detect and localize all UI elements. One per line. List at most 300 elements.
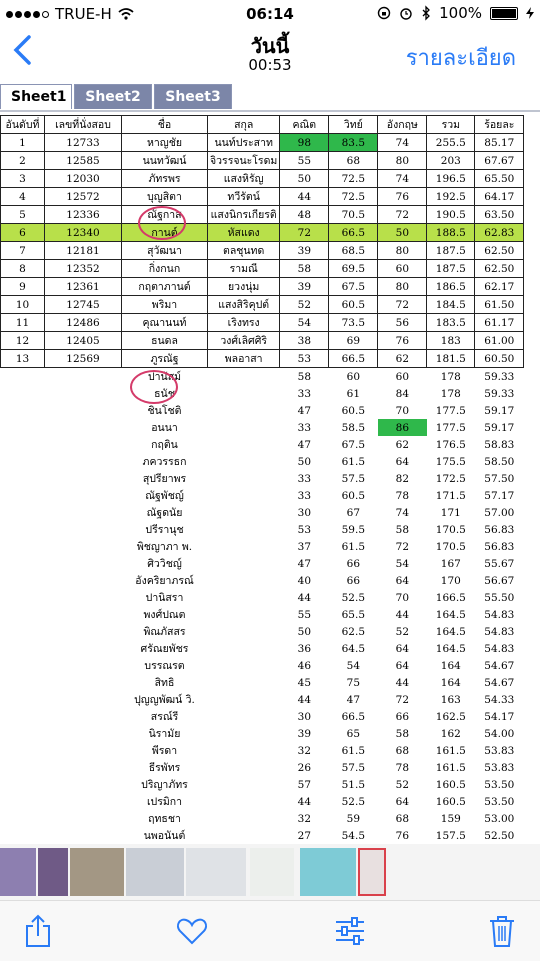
table-cell: 164.5 xyxy=(435,625,466,638)
table-cell: 54 xyxy=(346,659,361,672)
table-cell xyxy=(1,419,45,436)
table-cell: 54.83 xyxy=(484,608,515,621)
table-cell xyxy=(208,419,280,436)
table-cell: 170 xyxy=(440,574,461,587)
table-cell: ปุญญพัฒน์ วิ. xyxy=(134,694,195,706)
table-cell: 54.17 xyxy=(484,710,515,723)
table-cell: 9 xyxy=(1,278,45,296)
table-cell: 70 xyxy=(395,404,410,417)
table-cell: 55.50 xyxy=(484,591,515,604)
table-cell xyxy=(208,793,280,810)
table-cell: กานต์ xyxy=(122,224,208,242)
table-cell xyxy=(45,538,122,555)
table-cell: 62 xyxy=(378,350,427,368)
table-cell: นพอนันต์ xyxy=(143,830,186,842)
table-cell: 66 xyxy=(395,710,410,723)
header-cell: สกุล xyxy=(208,116,280,134)
thumbnail[interactable] xyxy=(126,848,184,896)
table-row xyxy=(1,224,524,242)
orientation-lock-icon xyxy=(377,6,391,20)
table-cell: 60.5 xyxy=(341,404,366,417)
table-cell xyxy=(1,385,45,402)
table-cell: 62.17 xyxy=(475,278,524,296)
table-cell: 171 xyxy=(440,506,461,519)
table-cell: 39 xyxy=(280,278,329,296)
table-cell: 64 xyxy=(395,659,410,672)
detail-button[interactable]: รายละเอียด xyxy=(405,46,516,71)
table-cell: 68 xyxy=(329,152,378,170)
table-cell xyxy=(45,674,122,691)
table-cell: 70 xyxy=(395,591,410,604)
table-cell: 255.5 xyxy=(427,134,475,152)
table-cell xyxy=(45,657,122,674)
table-cell xyxy=(208,674,280,691)
battery-icon xyxy=(490,7,518,20)
annotation-circle xyxy=(138,206,186,240)
table-cell: 167 xyxy=(440,557,461,570)
table-cell xyxy=(1,453,45,470)
table-row xyxy=(1,538,524,555)
table-cell: สรณ์รี xyxy=(150,711,179,723)
share-button[interactable] xyxy=(18,913,58,949)
table-cell xyxy=(208,827,280,844)
table-cell: 54.83 xyxy=(484,625,515,638)
table-row xyxy=(1,453,524,470)
table-cell: 55 xyxy=(280,152,329,170)
table-cell: 61.5 xyxy=(341,744,366,757)
table-cell: กฤตาภานต์ xyxy=(122,278,208,296)
table-cell: 33 xyxy=(297,387,312,400)
table-cell: 161.5 xyxy=(435,744,466,757)
table-cell: พลอาสา xyxy=(208,350,280,368)
table-cell xyxy=(45,436,122,453)
table-cell: 12340 xyxy=(45,224,122,242)
table-cell: 64.17 xyxy=(475,188,524,206)
edit-button[interactable] xyxy=(330,913,370,949)
table-cell: 72 xyxy=(378,296,427,314)
table-cell: นนท์ประสาท xyxy=(208,134,280,152)
table-cell: 52 xyxy=(395,778,410,791)
header-cell: ร้อยละ xyxy=(475,116,524,134)
table-cell: 54.83 xyxy=(484,642,515,655)
table-row xyxy=(1,810,524,827)
table-cell xyxy=(208,453,280,470)
table-cell: 53 xyxy=(280,350,329,368)
table-cell xyxy=(208,640,280,657)
table-cell xyxy=(1,589,45,606)
table-cell: 170.5 xyxy=(435,540,466,553)
table-cell: 78 xyxy=(395,489,410,502)
table-cell: 57.5 xyxy=(341,472,366,485)
table-cell: 53 xyxy=(297,523,312,536)
table-cell: 183 xyxy=(427,332,475,350)
table-cell: บรรณรต xyxy=(144,660,185,672)
table-cell: 12 xyxy=(1,332,45,350)
table-cell xyxy=(45,555,122,572)
table-cell: 60 xyxy=(378,260,427,278)
table-cell xyxy=(45,640,122,657)
table-cell xyxy=(45,623,122,640)
table-cell xyxy=(45,708,122,725)
table-cell: 12486 xyxy=(45,314,122,332)
thumbnail[interactable] xyxy=(38,848,68,896)
table-cell: 44 xyxy=(395,676,410,689)
table-cell xyxy=(208,606,280,623)
table-cell: 47 xyxy=(346,693,361,706)
table-cell xyxy=(208,725,280,742)
sheet-tabs xyxy=(0,84,234,110)
thumbnail-selected[interactable] xyxy=(358,848,386,896)
table-cell: 178 xyxy=(440,370,461,383)
table-cell: 171.5 xyxy=(435,489,466,502)
table-row xyxy=(1,725,524,742)
header-row xyxy=(1,116,524,134)
table-row xyxy=(1,657,524,674)
table-cell xyxy=(1,368,45,386)
table-cell: 192.5 xyxy=(427,188,475,206)
table-cell xyxy=(45,385,122,402)
table-cell: 69.5 xyxy=(329,260,378,278)
table-cell: 187.5 xyxy=(427,242,475,260)
photo-viewer[interactable] xyxy=(0,82,540,844)
table-cell: 39 xyxy=(297,727,312,740)
table-cell: 54.5 xyxy=(341,829,366,842)
carrier-label: TRUE-H xyxy=(55,5,112,23)
thumbnail[interactable] xyxy=(70,848,124,896)
table-cell xyxy=(1,521,45,538)
table-cell xyxy=(1,691,45,708)
table-cell: 67.5 xyxy=(329,278,378,296)
table-cell xyxy=(208,436,280,453)
table-cell xyxy=(1,538,45,555)
thumbnail-strip[interactable] xyxy=(0,844,540,900)
table-cell: 61.5 xyxy=(341,540,366,553)
table-cell: 54 xyxy=(280,314,329,332)
table-cell: 74 xyxy=(378,134,427,152)
table-cell: 12745 xyxy=(45,296,122,314)
table-row xyxy=(1,152,524,170)
score-table xyxy=(0,115,524,895)
table-cell: 56.83 xyxy=(484,523,515,536)
table-cell: 68 xyxy=(395,744,410,757)
table-cell: 188.5 xyxy=(427,224,475,242)
table-cell: 53.50 xyxy=(484,795,515,808)
table-cell: 58 xyxy=(297,370,312,383)
table-cell: 44 xyxy=(297,591,312,604)
table-cell: 50 xyxy=(378,224,427,242)
table-cell xyxy=(45,402,122,419)
table-cell xyxy=(45,368,122,386)
table-cell: 33 xyxy=(297,489,312,502)
table-cell xyxy=(208,657,280,674)
thumbnail[interactable] xyxy=(300,848,356,896)
table-cell: 65.50 xyxy=(475,170,524,188)
table-cell: นนทวัฒน์ xyxy=(122,152,208,170)
table-cell xyxy=(208,810,280,827)
table-cell: 8 xyxy=(1,260,45,278)
table-cell: พิชญาภา พ. xyxy=(136,541,193,553)
trash-icon xyxy=(489,915,515,947)
table-cell: 52.5 xyxy=(341,591,366,604)
table-cell: 12405 xyxy=(45,332,122,350)
table-cell: 64 xyxy=(395,574,410,587)
table-cell: 177.5 xyxy=(435,421,466,434)
table-cell xyxy=(1,470,45,487)
table-cell: 203 xyxy=(427,152,475,170)
table-cell: 52.5 xyxy=(341,795,366,808)
table-cell: 60 xyxy=(346,370,361,383)
table-cell: ธนัช xyxy=(154,388,175,400)
table-cell: 162.5 xyxy=(435,710,466,723)
table-cell: 57 xyxy=(297,778,312,791)
table-cell xyxy=(45,827,122,844)
table-cell: 67 xyxy=(346,506,361,519)
table-row xyxy=(1,260,524,278)
table-cell: 73.5 xyxy=(329,314,378,332)
table-cell: ปานิสรา xyxy=(145,592,184,604)
table-cell: 82 xyxy=(395,472,410,485)
table-row xyxy=(1,589,524,606)
table-cell: 53.83 xyxy=(484,761,515,774)
table-cell xyxy=(208,589,280,606)
table-cell: 59.17 xyxy=(484,421,515,434)
header-cell: อังกฤษ xyxy=(378,116,427,134)
table-cell: ณัฐดนัย xyxy=(146,507,183,519)
table-cell xyxy=(1,810,45,827)
bluetooth-icon xyxy=(421,6,431,20)
table-cell: 52.50 xyxy=(484,829,515,842)
table-cell: 162 xyxy=(440,727,461,740)
table-cell: 86 xyxy=(378,419,427,436)
table-cell: 67.67 xyxy=(475,152,524,170)
table-cell: 44 xyxy=(297,795,312,808)
table-cell: 183.5 xyxy=(427,314,475,332)
table-cell xyxy=(45,521,122,538)
table-cell xyxy=(1,572,45,589)
table-cell: 62 xyxy=(395,438,410,451)
table-cell xyxy=(1,759,45,776)
table-cell: แสงสิริคุปต์ xyxy=(208,296,280,314)
favorite-button[interactable] xyxy=(172,913,212,949)
table-cell: 38 xyxy=(280,332,329,350)
table-cell: 80 xyxy=(378,242,427,260)
status-bar xyxy=(0,0,540,28)
table-cell: พิณภัสสร xyxy=(143,626,186,638)
table-cell: 164.5 xyxy=(435,608,466,621)
table-cell: 64 xyxy=(395,795,410,808)
table-cell: 61.17 xyxy=(475,314,524,332)
table-cell: 5 xyxy=(1,206,45,224)
table-cell xyxy=(1,725,45,742)
tab-sheet2[interactable]: Sheet2 xyxy=(74,84,152,109)
table-row xyxy=(1,170,524,188)
table-cell: 176.5 xyxy=(435,438,466,451)
table-cell xyxy=(45,776,122,793)
table-cell: อังคริยาภรณ์ xyxy=(135,575,194,587)
table-cell xyxy=(45,793,122,810)
table-cell xyxy=(208,470,280,487)
delete-button[interactable] xyxy=(482,913,522,949)
table-cell xyxy=(208,402,280,419)
thumbnail[interactable] xyxy=(250,848,294,896)
table-cell: ปรีรานุช xyxy=(145,524,184,536)
table-cell: 58 xyxy=(395,523,410,536)
tab-sheet1[interactable]: Sheet1 xyxy=(0,84,72,109)
alarm-icon xyxy=(399,6,413,20)
table-cell: 32 xyxy=(297,744,312,757)
table-cell: 57.5 xyxy=(341,761,366,774)
table-cell: 33 xyxy=(297,472,312,485)
table-cell: 54.33 xyxy=(484,693,515,706)
table-cell xyxy=(1,708,45,725)
table-cell xyxy=(1,623,45,640)
table-cell: 58.5 xyxy=(341,421,366,434)
table-row xyxy=(1,134,524,152)
thumbnail[interactable] xyxy=(0,848,36,896)
table-cell: จิวรรจนะโรดม xyxy=(208,152,280,170)
table-cell: 85.17 xyxy=(475,134,524,152)
table-cell: 57.00 xyxy=(484,506,515,519)
table-cell: 68 xyxy=(395,812,410,825)
table-cell: 26 xyxy=(297,761,312,774)
table-cell xyxy=(208,691,280,708)
table-cell: 39 xyxy=(280,242,329,260)
status-right xyxy=(377,4,534,22)
table-cell xyxy=(1,657,45,674)
table-cell: 50 xyxy=(280,170,329,188)
bottom-toolbar xyxy=(0,900,540,961)
table-cell: 61.50 xyxy=(475,296,524,314)
table-row xyxy=(1,436,524,453)
table-cell: 60.5 xyxy=(341,489,366,502)
table-row xyxy=(1,368,524,386)
table-cell: ศิววิชญ์ xyxy=(147,558,182,570)
header-cell: เลขที่นั่งสอบ xyxy=(45,116,122,134)
table-cell: 72.5 xyxy=(329,170,378,188)
table-cell: 60.50 xyxy=(475,350,524,368)
table-cell xyxy=(45,487,122,504)
table-row xyxy=(1,640,524,657)
table-cell: 3 xyxy=(1,170,45,188)
table-cell: 54.67 xyxy=(484,659,515,672)
battery-percent: 100% xyxy=(439,4,482,22)
table-cell: 184.5 xyxy=(427,296,475,314)
table-cell: 46 xyxy=(297,659,312,672)
table-row xyxy=(1,487,524,504)
table-cell xyxy=(45,725,122,742)
table-cell: 7 xyxy=(1,242,45,260)
table-cell: 11 xyxy=(1,314,45,332)
table-cell xyxy=(1,436,45,453)
table-cell: 57.50 xyxy=(484,472,515,485)
table-cell: 66 xyxy=(346,557,361,570)
table-cell: 68.5 xyxy=(329,242,378,260)
table-cell: อนนา xyxy=(151,422,178,434)
table-cell: 66 xyxy=(346,574,361,587)
table-cell: 69 xyxy=(329,332,378,350)
table-cell: 12733 xyxy=(45,134,122,152)
table-cell: 76 xyxy=(378,332,427,350)
table-cell: 177.5 xyxy=(435,404,466,417)
table-cell xyxy=(1,555,45,572)
table-cell: 181.5 xyxy=(427,350,475,368)
table-row xyxy=(1,776,524,793)
table-cell xyxy=(45,810,122,827)
table-cell: 84 xyxy=(395,387,410,400)
table-cell: สุวัฒนา xyxy=(122,242,208,260)
table-cell xyxy=(208,623,280,640)
table-cell xyxy=(208,538,280,555)
table-cell: 58 xyxy=(280,260,329,278)
table-cell: 37 xyxy=(297,540,312,553)
table-cell: 50 xyxy=(297,455,312,468)
table-cell: วงศ์เลิศศิริ xyxy=(208,332,280,350)
table-cell: 54 xyxy=(395,557,410,570)
table-cell xyxy=(208,504,280,521)
adjust-icon xyxy=(334,917,366,945)
table-cell: 61 xyxy=(346,387,361,400)
table-row xyxy=(1,188,524,206)
table-cell: คุณานนท์ xyxy=(122,314,208,332)
table-cell: 164 xyxy=(440,676,461,689)
table-cell: 32 xyxy=(297,812,312,825)
table-cell: 53.00 xyxy=(484,812,515,825)
table-cell: ธีรพัทร xyxy=(148,762,181,774)
table-row xyxy=(1,314,524,332)
table-cell: 40 xyxy=(297,574,312,587)
table-cell xyxy=(45,504,122,521)
table-cell: 44 xyxy=(280,188,329,206)
tab-sheet3[interactable]: Sheet3 xyxy=(154,84,232,109)
table-cell: 72 xyxy=(378,206,427,224)
table-cell xyxy=(45,572,122,589)
table-cell: 12585 xyxy=(45,152,122,170)
table-row xyxy=(1,419,524,436)
table-row xyxy=(1,691,524,708)
table-cell: 72 xyxy=(395,693,410,706)
table-row xyxy=(1,332,524,350)
table-cell: 12181 xyxy=(45,242,122,260)
table-row xyxy=(1,759,524,776)
table-cell: ปริญาภัทร xyxy=(141,779,188,791)
table-cell: 62.50 xyxy=(475,242,524,260)
header-cell: ชื่อ xyxy=(122,116,208,134)
table-cell: ฤทธชา xyxy=(148,813,181,825)
table-cell xyxy=(1,674,45,691)
table-cell: 1 xyxy=(1,134,45,152)
thumbnail[interactable] xyxy=(186,848,246,896)
table-cell: 64.5 xyxy=(341,642,366,655)
table-cell: 76 xyxy=(395,829,410,842)
table-cell xyxy=(1,402,45,419)
header-cell: วิทย์ xyxy=(329,116,378,134)
table-body xyxy=(1,134,524,896)
table-cell: 61.5 xyxy=(341,455,366,468)
table-cell: เปรมิกา xyxy=(146,796,183,808)
table-cell xyxy=(1,487,45,504)
table-cell xyxy=(45,742,122,759)
table-cell: 12361 xyxy=(45,278,122,296)
table-cell: 47 xyxy=(297,438,312,451)
table-cell: ยวงนุ่ม xyxy=(208,278,280,296)
table-cell xyxy=(208,487,280,504)
table-row xyxy=(1,521,524,538)
table-cell: 72 xyxy=(280,224,329,242)
table-row xyxy=(1,278,524,296)
table-cell: 12352 xyxy=(45,260,122,278)
table-cell xyxy=(208,521,280,538)
table-cell xyxy=(208,368,280,386)
